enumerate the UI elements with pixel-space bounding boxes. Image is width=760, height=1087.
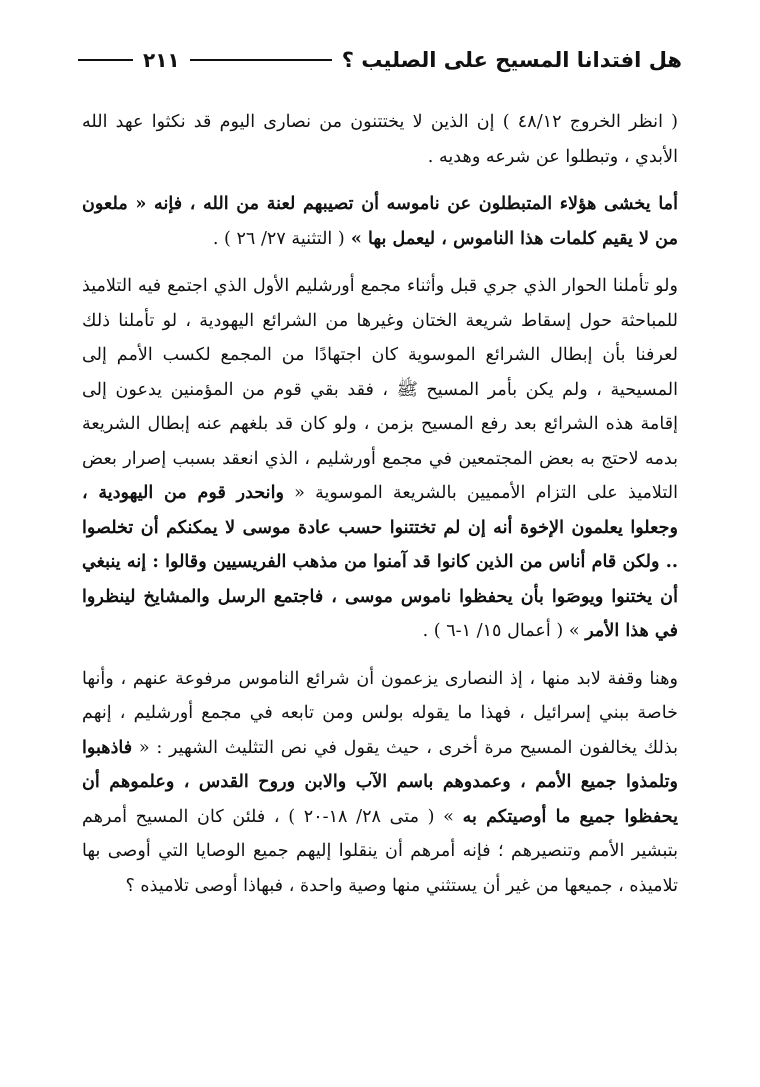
citation: » ( متى ٢٨/ ١٨-٢٠ ) ، فلئن كان المسيح أمرهم بتبشير الأمم وتنصيرهم ؛ فإنه أمرهم أن ينقلوا إليهم جميع الوصايا التي أوصى بها تلاميذه ، جميعها من غير أن يستثني منها وصية واحدة ، فبهاذا أوصى تلاميذه ؟ [82, 806, 678, 896]
header-rule [190, 59, 332, 61]
text-run: وهنا وقفة لابد منها ، إذ النصارى يزعمون أن شرائع الناموس مرفوعة عنهم ، وأنها خاصة ببني إسرائيل ، فهذا ما يقوله بولس ومن تابعه في مجمع أورشليم ، إنهم بذلك يخالفون المسيح مرة أخرى ، حيث يقول في نص التثليث الشهير : « [82, 668, 678, 758]
citation: ( التثنية ٢٧/ ٢٦ ) . [212, 228, 345, 249]
paragraph-gap [82, 256, 678, 269]
quoted-verse: أما يخشى هؤلاء المتبطلون عن ناموسه أن تصيبهم لعنة من الله ، فإنه « ملعون من لا يقيم كلمات هذا الناموس ، ليعمل بها » [82, 193, 678, 249]
citation: » ( أعمال ١٥/ ١-٦ ) . [422, 621, 586, 641]
quoted-verse: وانحدر قوم من اليهودية ، وجعلوا يعلمون الإخوة أنه إن لم تختتنوا حسب عادة موسى لا يمكنكم أن تخلصوا .. ولكن قام أناس من الذين كانوا قد آمنوا من مذهب الفريسيين وقالوا : إنه ينبغي أن يختنوا ويوصَوا بأن يحفظوا ناموس موسى ، فاجتمع الرسل والمشايخ لينظروا في هذا الأمر [82, 482, 678, 641]
page-body [82, 105, 678, 903]
running-title: هل افتدانا المسيح على الصليب ؟ [341, 48, 682, 72]
header-rule-tail [78, 59, 133, 61]
paragraph [82, 662, 678, 904]
paragraph-gap [82, 174, 678, 187]
paragraph-gap [82, 649, 678, 662]
text-run: ولو تأملنا الحوار الذي جري قبل وأثناء مجمع أورشليم الأول الذي اجتمع فيه التلاميذ للمباحثة حول إسقاط شريعة الختان وغيرها من الشرائع اليهودية ، لو تأملنا ذلك لعرفنا بأن إبطال الشرائع الموسوية كان اجتهادًا من المجمع لكسب الأمم إلى المسيحية ، ولم يكن بأمر المسيح ﷺ ، فقد بقي قوم من المؤمنين يدعون إلى إقامة هذه الشرائع بعد رفع المسيح بزمن ، ولو كان قد بلغهم عنه إبطال الشريعة بدمه لاحتج به بعض المجتمعين في مجمع أورشليم ، الذي انعقد بسبب إصرار بعض التلاميذ على التزام الأمميين بالشريعة الموسوية « [82, 276, 678, 503]
paragraph [82, 187, 678, 256]
paragraph [82, 105, 678, 174]
paragraph [82, 269, 678, 649]
text-run: ( انظر الخروج ٤٨/١٢ ) إن الذين لا يختتنون من نصارى اليوم قد نكثوا عهد الله الأبدي ، وتبطلوا عن شرعه وهديه . [82, 112, 679, 167]
running-header [78, 40, 682, 80]
page-number: ٢١١ [143, 48, 180, 72]
quoted-verse: فاذهبوا وتلمذوا جميع الأمم ، وعمدوهم باسم الآب والابن وروح القدس ، وعلموهم أن يحفظوا جميع ما أوصيتكم به [82, 736, 679, 827]
